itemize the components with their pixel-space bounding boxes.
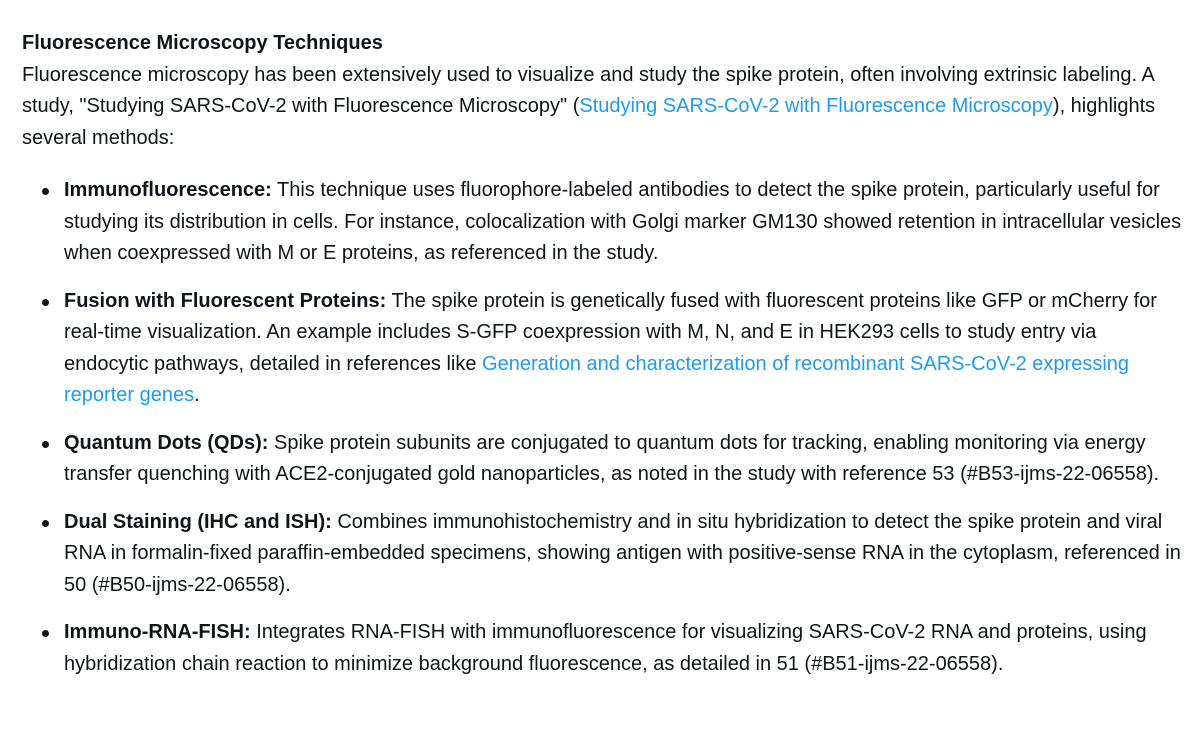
list-item	[22, 175, 1182, 270]
intro-paragraph	[22, 60, 1182, 155]
bullet-icon	[42, 520, 49, 527]
item-term: Immuno-RNA-FISH:	[64, 621, 251, 643]
item-term: Dual Staining (IHC and ISH):	[64, 510, 332, 533]
bullet-icon	[42, 441, 49, 448]
study-link[interactable]: Studying SARS-CoV-2 with Fluorescence Microscopy	[579, 95, 1053, 117]
intro-text: Fluorescence microscopy has been extensively used to visualize and study the spike protein, often involving extrinsic labeling. A study, "Studying SARS-CoV-2 with Fluorescence Microscopy" (	[22, 63, 1154, 117]
bullet-icon	[42, 299, 49, 306]
intro-tail: ), highlights several methods:	[22, 95, 1156, 149]
item-text: Combines immunohistochemistry and in situ hybridization to detect the spike protein and viral RNA in formalin-fixed paraffin-embedded specimens, showing antigen with positive-sense RNA in the cytoplasm, referenced in 50 (#B50-ijms-22-06558).	[64, 510, 1181, 596]
item-tail: .	[194, 384, 200, 406]
bullet-icon	[42, 630, 49, 637]
item-text: This technique uses fluorophore-labeled antibodies to detect the spike protein, particularly useful for studying its distribution in cells. For instance, colocalization with Golgi marker GM130 showed retention in intracellular vesicles when coexpressed with M or E proteins, as referenced in the study.	[64, 179, 1182, 264]
item-term: Fusion with Fluorescent Proteins:	[64, 289, 387, 312]
item-term: Quantum Dots (QDs):	[64, 431, 269, 454]
list-item	[22, 428, 1182, 491]
item-text: Spike protein subunits are conjugated to quantum dots for tracking, enabling monitoring via energy transfer quenching with ACE2-conjugated gold nanoparticles, as noted in the study with reference 53 (#B53-ijms-22-06558).	[64, 431, 1160, 485]
article-content	[22, 28, 1182, 696]
item-text: The spike protein is genetically fused with fluorescent proteins like GFP or mCherry for real-time visualization. An example includes S-GFP coexpression with M, N, and E in HEK293 cells to study entry via endocytic pathways, detailed in references like	[64, 289, 1157, 375]
list-item	[22, 286, 1182, 412]
list-item	[22, 617, 1182, 680]
bullet-icon	[42, 188, 49, 195]
item-text: Integrates RNA-FISH with immunofluorescence for visualizing SARS-CoV-2 RNA and proteins, using hybridization chain reaction to minimize background fluorescence, as detailed in 51 (#B51-ijms-22-06558).	[64, 621, 1147, 675]
reference-link[interactable]: Generation and characterization of recombinant SARS-CoV-2 expressing reporter genes	[64, 352, 1130, 406]
techniques-list	[22, 175, 1182, 680]
section-heading: Fluorescence Microscopy Techniques	[22, 32, 383, 54]
list-item	[22, 507, 1182, 602]
item-term: Immunofluorescence:	[64, 179, 272, 201]
